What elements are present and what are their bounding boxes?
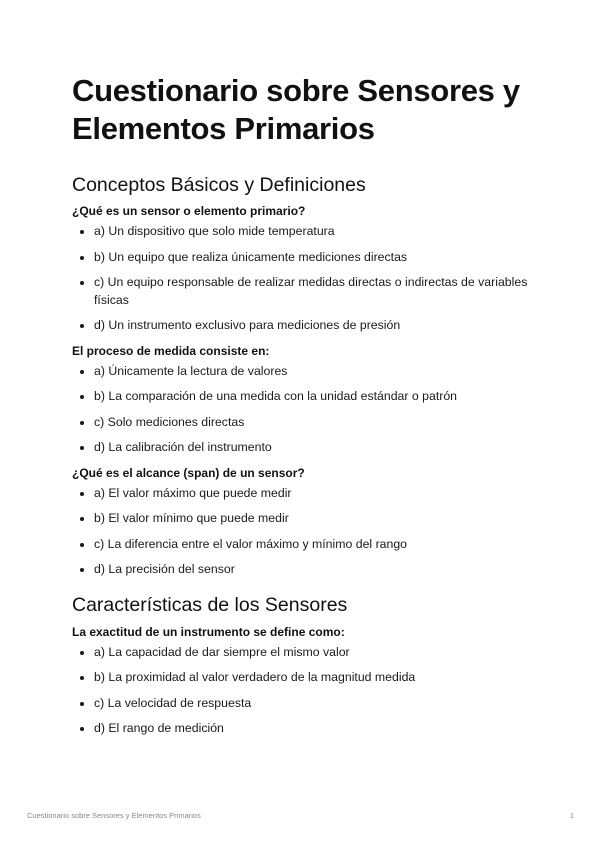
section-title-conceptos: Conceptos Básicos y Definiciones [72, 174, 366, 196]
footer-title: Cuestionario sobre Sensores y Elementos Primarios [27, 811, 201, 820]
page-number: 1 [569, 811, 574, 820]
bullet-icon [80, 651, 84, 655]
option-item [72, 644, 532, 662]
bullet-icon [80, 446, 84, 450]
document-page [72, 72, 532, 746]
option-text: d) La calibración del instrumento [94, 440, 272, 454]
bullet-icon [80, 395, 84, 399]
bullet-icon [80, 517, 84, 521]
option-list [72, 363, 532, 457]
question-text: La exactitud de un instrumento se define como: [72, 624, 345, 639]
bullet-icon [80, 421, 84, 425]
bullet-icon [80, 256, 84, 260]
option-item [72, 510, 532, 528]
option-list [72, 644, 532, 738]
question-block [72, 343, 532, 457]
option-text: a) Únicamente la lectura de valores [94, 363, 288, 378]
option-text: a) Un dispositivo que solo mide temperatura [94, 224, 335, 238]
bullet-icon [80, 702, 84, 706]
option-text: b) El valor mínimo que puede medir [94, 511, 289, 525]
bullet-icon [80, 324, 84, 328]
question-block [72, 624, 532, 738]
option-item [72, 536, 532, 554]
page-footer [27, 811, 574, 820]
option-item [72, 223, 532, 241]
option-list [72, 485, 532, 579]
option-item [72, 317, 532, 335]
option-text: c) La velocidad de respuesta [94, 695, 252, 710]
option-text: b) Un equipo que realiza únicamente mediciones directas [94, 249, 408, 264]
question-text: El proceso de medida consiste en: [72, 343, 270, 358]
section-title-caracteristicas: Características de los Sensores [72, 593, 348, 616]
option-item [72, 439, 532, 457]
bullet-icon [80, 727, 84, 731]
option-text: c) Solo mediciones directas [94, 414, 245, 429]
option-item [72, 720, 532, 738]
option-list [72, 223, 532, 335]
option-text: d) La precisión del sensor [94, 562, 235, 576]
question-text: ¿Qué es un sensor o elemento primario? [72, 204, 306, 218]
option-item [72, 695, 532, 713]
bullet-icon [80, 543, 84, 547]
option-text: c) Un equipo responsable de realizar medidas directas o indirectas de variables físicas [94, 275, 528, 307]
page-title: Cuestionario sobre Sensores y Elementos Primarios [72, 73, 520, 146]
bullet-icon [80, 676, 84, 680]
bullet-icon [80, 281, 84, 285]
option-item [72, 249, 532, 267]
option-text: c) La diferencia entre el valor máximo y mínimo del rango [94, 536, 408, 551]
bullet-icon [80, 568, 84, 572]
option-text: d) El rango de medición [94, 721, 224, 735]
bullet-icon [80, 492, 84, 496]
question-block [72, 465, 532, 579]
option-item [72, 669, 532, 687]
question-block [72, 203, 532, 335]
bullet-icon [80, 370, 84, 374]
question-text: ¿Qué es el alcance (span) de un sensor? [72, 465, 305, 480]
option-text: d) Un instrumento exclusivo para mediciones de presión [94, 318, 401, 332]
bullet-icon [80, 230, 84, 234]
option-text: a) El valor máximo que puede medir [94, 485, 292, 500]
option-item [72, 274, 532, 309]
option-item [72, 388, 532, 406]
option-item [72, 485, 532, 503]
option-text: b) La proximidad al valor verdadero de la magnitud medida [94, 670, 416, 684]
option-text: a) La capacidad de dar siempre el mismo valor [94, 644, 350, 659]
option-item [72, 561, 532, 579]
option-item [72, 363, 532, 381]
option-text: b) La comparación de una medida con la unidad estándar o patrón [94, 389, 458, 403]
option-item [72, 414, 532, 432]
